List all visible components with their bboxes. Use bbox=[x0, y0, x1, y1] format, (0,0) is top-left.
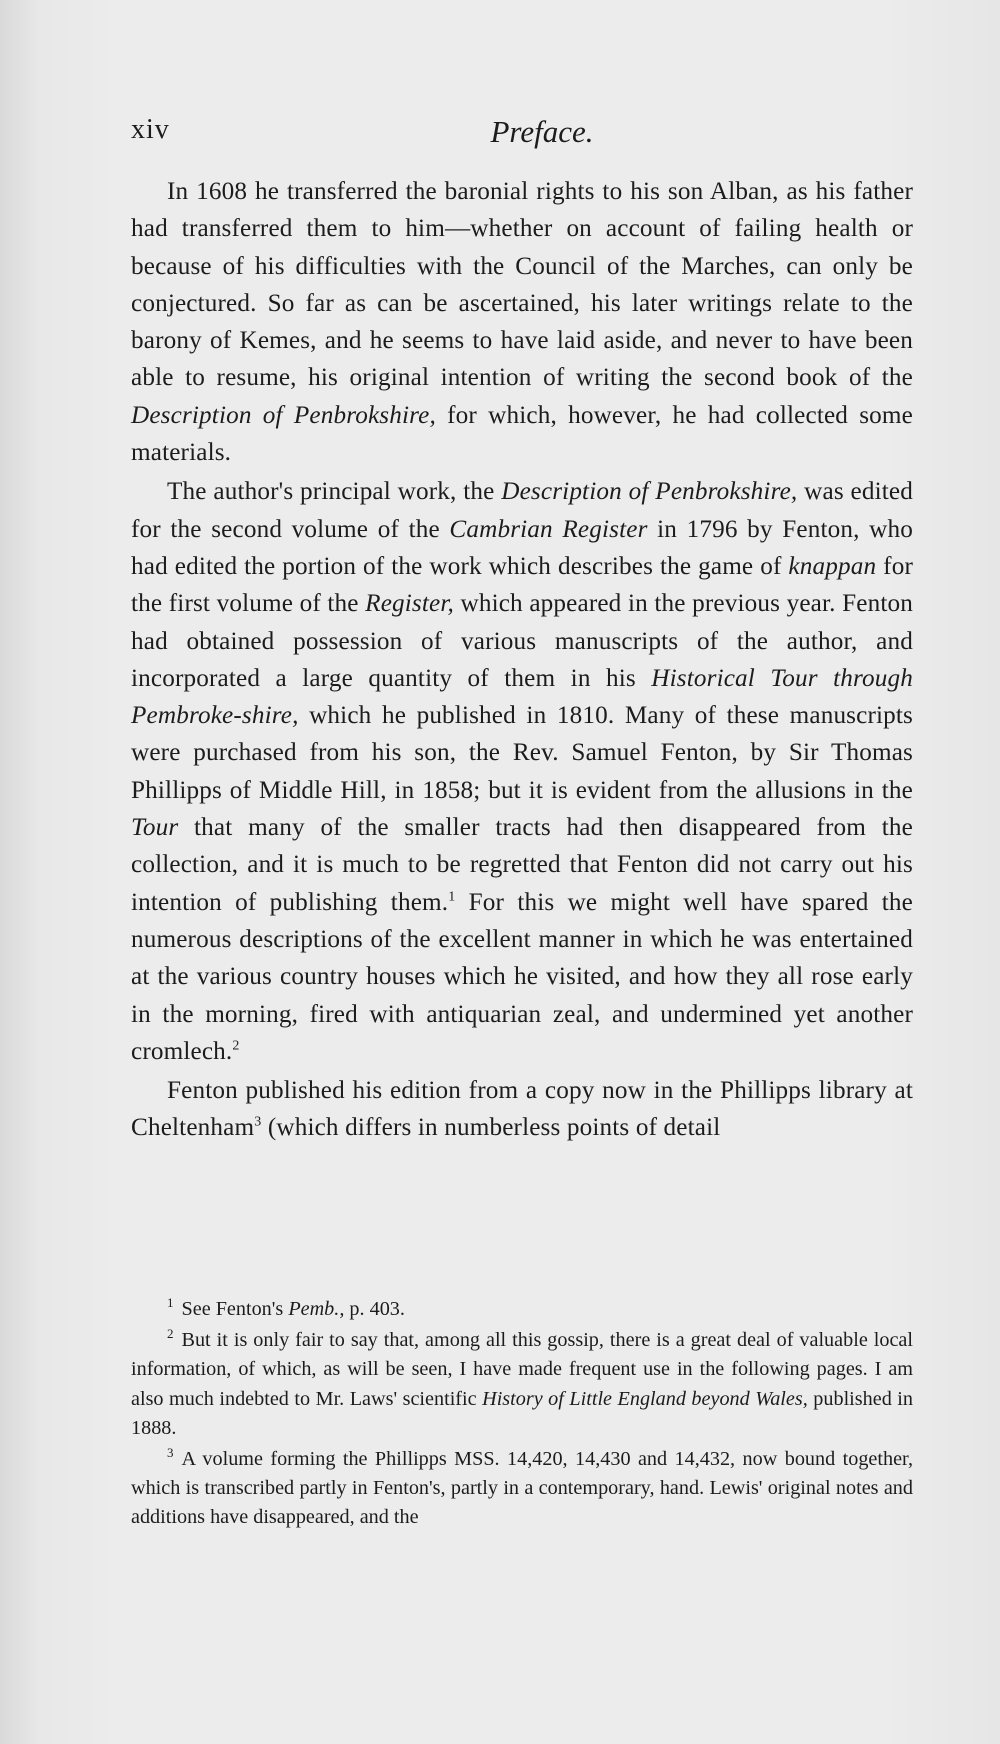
body-text bbox=[131, 173, 913, 1149]
paragraph-1-italic-title: Description of Penbrokshire, bbox=[131, 401, 436, 429]
footnote-1-text: See Fenton's bbox=[181, 1298, 289, 1320]
footnote-marker-1: 1 bbox=[167, 1295, 174, 1311]
paragraph-3-text: Fenton published his edition from a copy now in the Phillipps library at Cheltenham bbox=[131, 1077, 913, 1142]
footnote-2-text: But it is only fair to say that, among all this gossip, there is a great deal of valuable local information, of which, as will be seen, I have made frequent use in the following pages. I am also much indebted to Mr. Laws' scientific bbox=[131, 1329, 913, 1410]
paragraph-2-text: For this we might well have spared the numerous descriptions of the excellent manner in which he was entertained at the various country houses which he visited, and how they all rose early in the morning, fired with antiquarian zeal, and undermined yet another cromlech. bbox=[131, 888, 913, 1065]
page-number: xiv bbox=[131, 114, 170, 145]
paragraph-1-text-end: for which, however, he had collected some materials. bbox=[131, 401, 914, 467]
footnote-2-text: published in 1888. bbox=[131, 1387, 914, 1439]
paragraph-1 bbox=[131, 173, 913, 471]
footnote-marker-2: 2 bbox=[167, 1326, 174, 1342]
footnote-reference-2[interactable]: 2 bbox=[232, 1038, 240, 1054]
footnote-marker-3: 3 bbox=[167, 1445, 174, 1461]
paragraph-2-text: for the first volume of the bbox=[131, 552, 913, 618]
footnote-1-italic: Pemb., bbox=[288, 1298, 345, 1320]
page-header bbox=[131, 114, 913, 154]
paragraph-2-italic: Historical Tour through Pembroke-shire, bbox=[131, 664, 913, 730]
paragraph-2-italic: Description of Penbrokshire, bbox=[501, 478, 798, 506]
paragraph-3 bbox=[131, 1072, 913, 1147]
paragraph-2-text: in 1796 by Fenton, who had edited the portion of the work which describes the game of bbox=[131, 515, 914, 580]
footnote-3-text: A volume forming the Phillipps MSS. 14,420, 14,430 and 14,432, now bound together, which is transcribed partly in Fenton's, partly in a contemporary, hand. Lewis' original notes and additions have disappeared, and the bbox=[131, 1448, 913, 1529]
paragraph-2-text: The author's principal work, the bbox=[167, 478, 502, 506]
footnote-reference-3[interactable]: 3 bbox=[254, 1115, 262, 1131]
footnote-2 bbox=[131, 1326, 913, 1443]
footnote-2-italic: History of Little England beyond Wales, bbox=[482, 1387, 808, 1410]
footnote-3 bbox=[131, 1445, 913, 1533]
paragraph-2-italic: Tour bbox=[131, 814, 179, 842]
paragraph-2 bbox=[131, 473, 913, 1070]
running-title: Preface. bbox=[490, 114, 594, 149]
paragraph-2-italic: Register, bbox=[365, 590, 454, 618]
footnote-1-text: p. 403. bbox=[344, 1298, 405, 1320]
paragraph-2-italic: Cambrian Register bbox=[449, 515, 648, 543]
paragraph-2-text: which appeared in the previous year. Fenton had obtained possession of various manuscripts of the author, and incorporated a large quantity of them in his bbox=[131, 590, 914, 692]
footnotes bbox=[131, 1295, 913, 1535]
footnote-reference-1[interactable]: 1 bbox=[448, 889, 456, 905]
paragraph-2-italic: knappan bbox=[788, 552, 877, 580]
paragraph-2-text: that many of the smaller tracts had then disappeared from the collection, and it is much to be regretted that Fenton did not carry out his intention of publishing them. bbox=[131, 814, 913, 916]
paragraph-2-text: which he published in 1810. Many of these manuscripts were purchased from his son, the Rev. Samuel Fenton, by Sir Thomas Phillipps of Middle Hill, in 1858; but it is evident from the allusions in the bbox=[131, 702, 913, 804]
paragraph-3-text: (which differs in numberless points of detail bbox=[261, 1114, 721, 1142]
paragraph-1-text: In 1608 he transferred the baronial rights to his son Alban, as his father had transferred them to him—whether on account of failing health or because of his difficulties with the Council of the Marches, can only be conjectured. So far as can be ascertained, his later writings relate to the barony of Kemes, and he seems to have laid aside, and never to have been able to resume, his original intention of writing the second book of the bbox=[131, 178, 913, 392]
footnote-1 bbox=[131, 1295, 913, 1324]
paragraph-2-text: was edited for the second volume of the bbox=[131, 478, 913, 543]
